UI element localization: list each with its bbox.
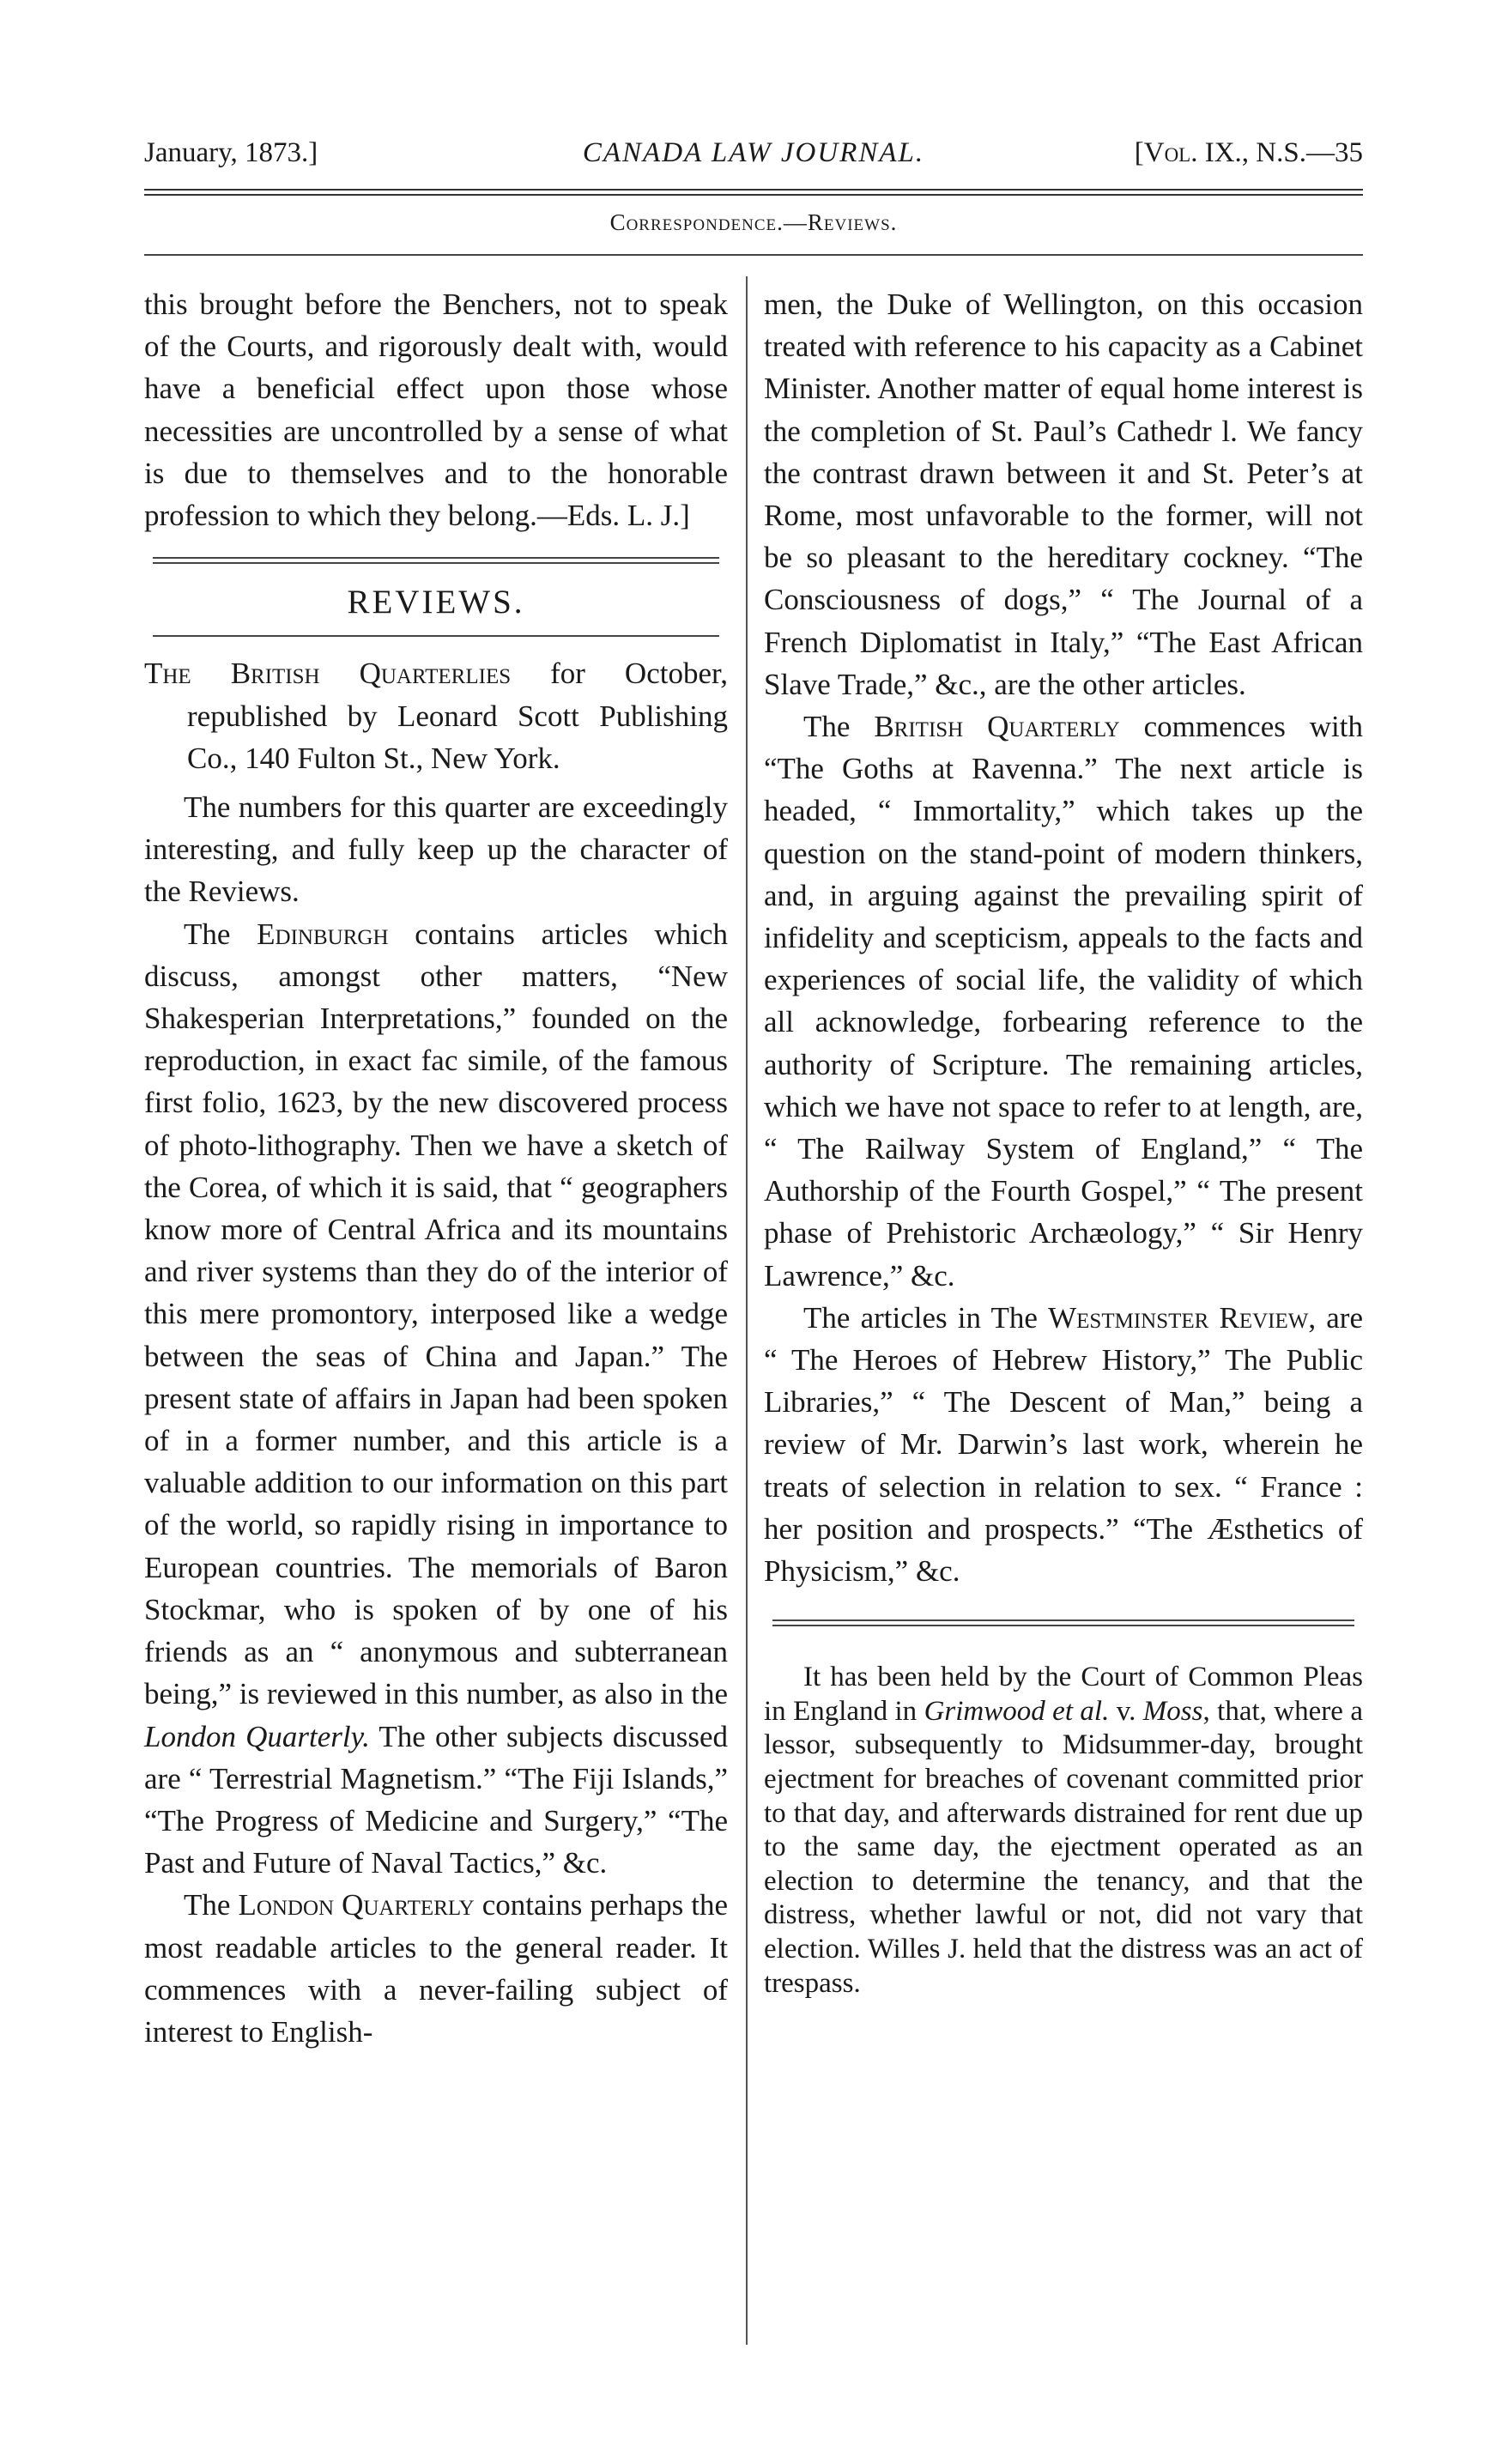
edinburgh-end: The other subjects discussed are “ Terrestrial Magnetism.” “The Fiji Islands,” “The Progress of Medicine and Surgery,” “The Past and Future of Naval Tactics,” &c.: [144, 1719, 728, 1880]
note-versus: v.: [1109, 1695, 1143, 1727]
british-body: commences with “The Goths at Ravenna.” The next article is headed, “ Immortality,” which takes up the question on the stand-point of modern thinkers, and, in arguing against the prevailing spirit of infidelity and scepticism, appeals to the facts and experiences of social life, the validity of which all acknowledge, forbearing reference to the authority of Scripture. The remaining articles, which we have not space to refer to at length, are, “ The Railway System of England,” “ The Authorship of the Fourth Gospel,” “ The present phase of Prehistoric Archæology,” “ Sir Henry Lawrence,” &c.: [764, 710, 1363, 1293]
westminster-paragraph: [764, 1297, 1363, 1592]
note-rule: [772, 1619, 1354, 1626]
header-volume-page: [Vol. IX., N.S.—35: [1134, 137, 1363, 168]
left-column: [144, 283, 728, 2053]
court-note-paragraph: [764, 1661, 1363, 2001]
edinburgh-paragraph: [144, 913, 728, 1885]
continued-paragraph: men, the Duke of Wellington, on this occasion treated with reference to his capacity as a Cabinet Minister. Another matter of equal home interest is the completion of St. Paul’s Cathedr l. We fancy the contrast drawn between it and St. Peter’s at Rome, most unfavorable to the former, will not be so pleasant to the hereditary cockney. “The Consciousness of dogs,” “ The Journal of a French Diplomatist in Italy,” “The East African Slave Trade,” &c., are the other articles.: [764, 288, 1363, 701]
westminster-body: , are “ The Heroes of Hebrew History,” The Public Libraries,” “ The Descent of Man,” being a review of Mr. Darwin’s last work, wherein he treats of selection in relation to sex. “ France : her position and prospects.” “The Æsthetics of Physicism,” &c.: [764, 1300, 1363, 1589]
numbers-paragraph: The numbers for this quarter are exceedingly interesting, and fully keep up the character of the Reviews.: [144, 790, 728, 909]
edinburgh-lead: The: [184, 917, 257, 951]
london-paragraph: [144, 1884, 728, 2053]
intro-paragraph: this brought before the Benchers, not to speak of the Courts, and rigorously dealt with, would have a beneficial effect upon those whose necessities are uncontrolled by a sense of what is due to themselves and to the honorable profession to which they belong.—Eds. L. J.]: [144, 288, 728, 533]
london-lead: The: [184, 1888, 239, 1922]
british-title: British Quarterly: [874, 710, 1120, 744]
column-divider: [746, 276, 748, 2345]
reviews-heading: REVIEWS.: [347, 584, 525, 621]
section-rule: [144, 254, 1363, 256]
right-column: [764, 283, 1363, 2001]
edinburgh-title: Edinburgh: [257, 917, 389, 951]
british-lead: The: [803, 710, 875, 744]
header-double-rule: [144, 189, 1363, 196]
british-paragraph: [764, 705, 1363, 1297]
london-title: London Quarterly: [238, 1888, 475, 1922]
case-name-2: Moss: [1142, 1695, 1203, 1727]
review-entry-heading: [144, 652, 728, 779]
case-name-1: Grimwood et al.: [924, 1695, 1110, 1727]
note-lead: It has been held by the Court of Common Pleas in England in: [764, 1662, 1363, 1727]
review-entry-title: The British Quarterlies: [144, 657, 512, 691]
header-journal-title: CANADA LAW JOURNAL.: [582, 137, 925, 168]
london-quarterly-italic: London Quarterly.: [144, 1719, 370, 1753]
review-entry-publisher: for October, republished by Leonard Scott Publishing Co., 140 Fulton St., New York.: [187, 657, 729, 775]
header-date: January, 1873.]: [144, 137, 318, 168]
note-body: , that, where a lessor, subsequently to Midsummer-day, brought ejectment for breaches of covenant committed prior to that day, and afterwards distrained for rent due up to the same day, the ejectment operated as an election to determine the tenancy, and that the distress, whether lawful or not, did not vary that election. Willes J. held that the distress was an act of trespass.: [764, 1695, 1363, 1999]
westminster-title: Westminster Review: [1048, 1300, 1309, 1335]
reviews-top-rule: [153, 557, 719, 564]
edinburgh-body: contains articles which discuss, amongst other matters, “New Shakesperian Interpretations,” founded on the reproduction, in exact fac simile, of the famous first folio, 1623, by the new discovered process of photo-lithography. Then we have a sketch of the Corea, of which it is said, that “ geographers know more of Central Africa and its mountains and river systems than they do of the interior of this mere promontory, interposed like a wedge between the seas of China and Japan.” The present state of affairs in Japan had been spoken of in a former number, and this article is a valuable addition to our information on this part of the world, so rapidly rising in importance to European countries. The memorials of Baron Stockmar, who is spoken of by one of his friends as an “ anonymous and subterranean being,” is reviewed in this number, as also in the: [144, 917, 728, 1711]
westminster-lead: The articles in The: [803, 1300, 1049, 1335]
london-body: contains perhaps the most readable articles to the general reader. It commences with a never-failing subject of interest to English-: [144, 1888, 728, 2049]
section-title: Correspondence.—Reviews.: [609, 209, 898, 235]
running-header: [144, 137, 1363, 180]
